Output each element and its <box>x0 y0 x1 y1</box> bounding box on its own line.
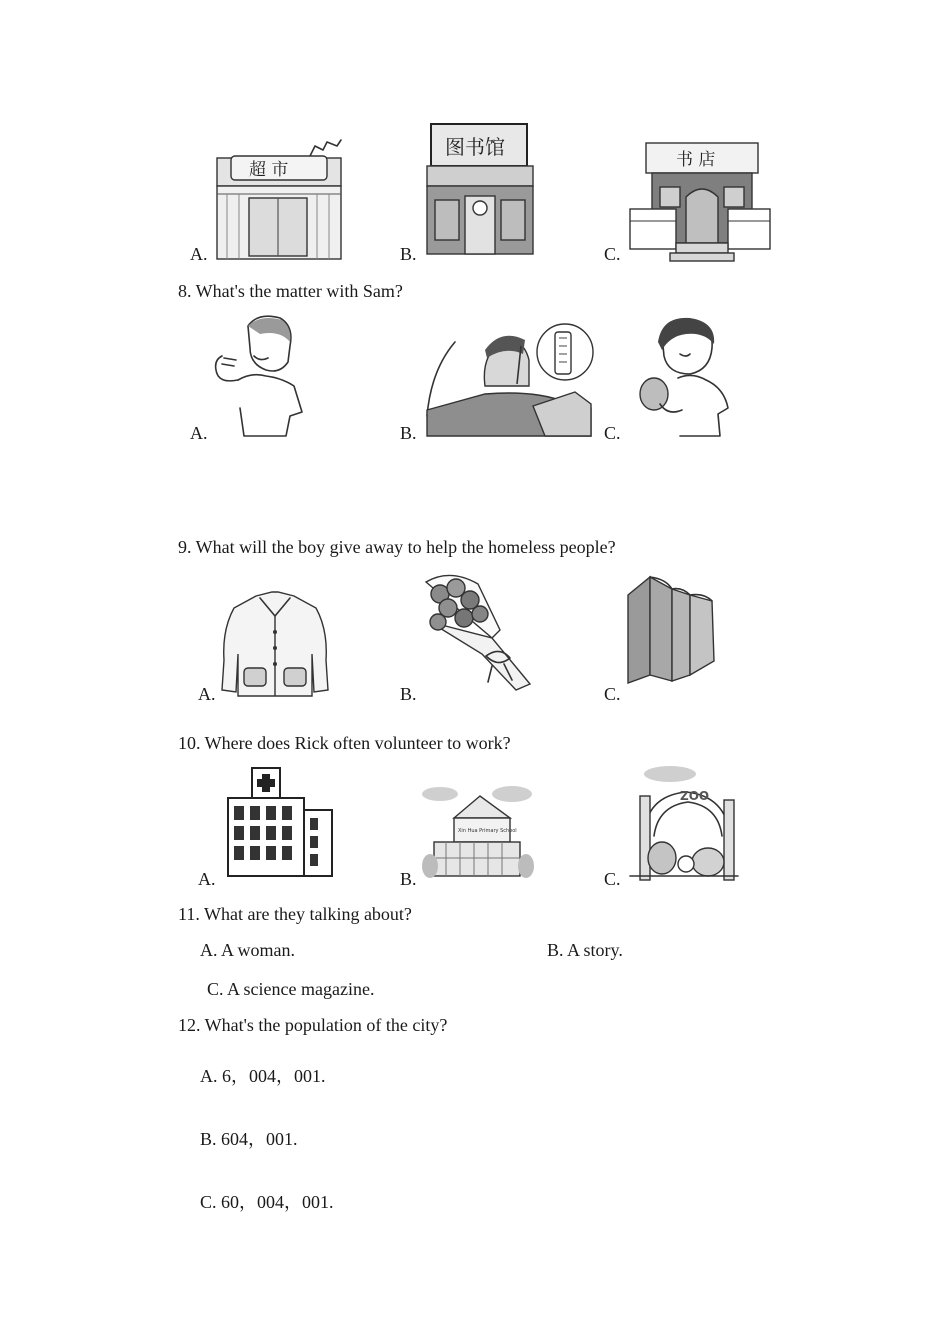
library-sign: 图书馆 <box>445 135 505 159</box>
q7-option-c-label: C. <box>604 244 621 264</box>
q8-option-c-label: C. <box>604 423 621 443</box>
flowers-illustration <box>420 572 540 692</box>
q8-option-a-label: A. <box>190 423 208 443</box>
school-illustration <box>420 782 536 882</box>
q8-question: 8. What's the matter with Sam? <box>178 281 403 301</box>
q10-option-a-label: A. <box>198 869 216 889</box>
q11-option-c: C. A science magazine. <box>207 979 375 999</box>
q9-option-b-label: B. <box>400 684 417 704</box>
q11-option-a: A. A woman. <box>200 940 296 960</box>
zoo-illustration <box>626 766 742 882</box>
q11-option-b: B. A story. <box>547 940 623 960</box>
school-sign: Xin Hua Primary School <box>458 828 517 834</box>
bookstore-sign: 书 店 <box>676 150 716 170</box>
q9-option-a-label: A. <box>198 684 216 704</box>
q7-option-a-label: A. <box>190 244 208 264</box>
bookstore-illustration <box>628 137 773 262</box>
zoo-sign: ZOO <box>680 789 710 803</box>
supermarket-sign: 超 市 <box>249 160 289 180</box>
q10-option-b-label: B. <box>400 869 417 889</box>
supermarket-illustration <box>215 136 345 261</box>
sore-throat-illustration <box>210 312 310 437</box>
hurt-arm-illustration <box>632 312 732 437</box>
q9-question: 9. What will the boy give away to help the homeless people? <box>178 537 616 557</box>
q7-option-b-label: B. <box>400 244 417 264</box>
q10-question: 10. Where does Rick often volunteer to work? <box>178 733 511 753</box>
hospital-illustration <box>222 766 334 878</box>
library-illustration <box>425 122 537 257</box>
q12-option-a: A. 6，004，001. <box>200 1066 326 1086</box>
q12-question: 12. What's the population of the city? <box>178 1015 448 1035</box>
q11-question: 11. What are they talking about? <box>178 904 412 924</box>
fever-illustration <box>425 320 593 438</box>
q12-option-b: B. 604，001. <box>200 1129 298 1149</box>
q12-option-c: C. 60，004，001. <box>200 1192 334 1212</box>
books-illustration <box>626 575 722 685</box>
q10-option-c-label: C. <box>604 869 621 889</box>
coat-illustration <box>220 590 330 700</box>
q9-option-c-label: C. <box>604 684 621 704</box>
q8-option-b-label: B. <box>400 423 417 443</box>
